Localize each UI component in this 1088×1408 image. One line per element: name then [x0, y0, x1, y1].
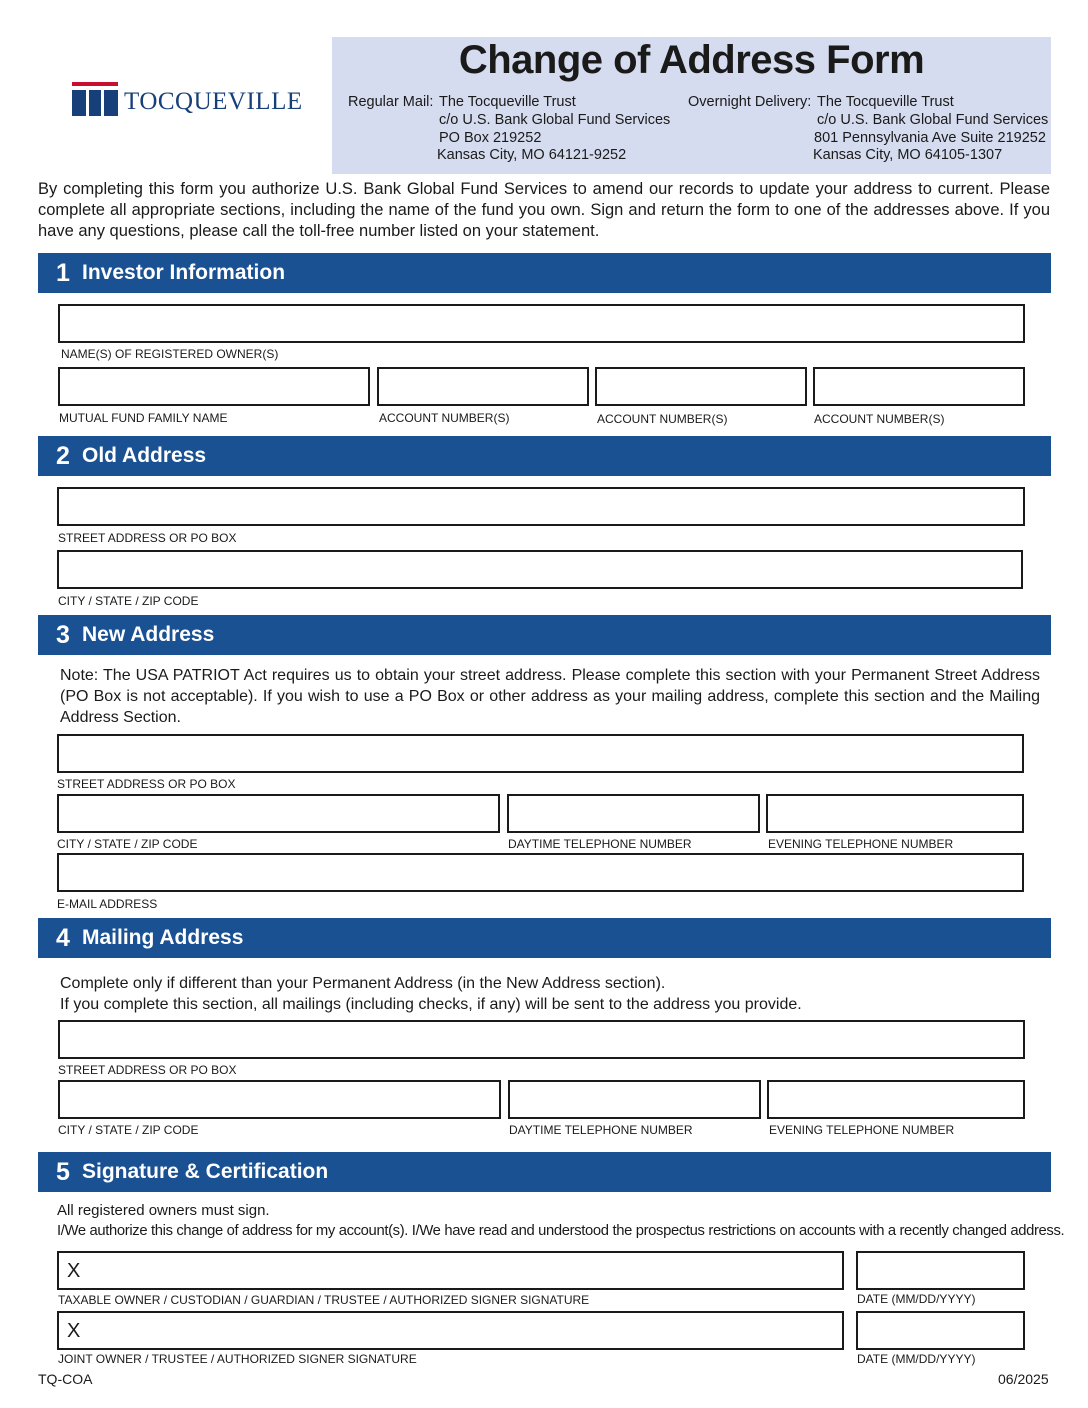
section-title: New Address — [82, 623, 215, 646]
account-number-label-3: ACCOUNT NUMBER(S) — [814, 412, 945, 426]
logo-wordmark: TOCQUEVILLE — [124, 88, 303, 115]
new-city-field[interactable] — [57, 794, 500, 833]
regular-mail-line4: Kansas City, MO 64121-9252 — [437, 147, 627, 163]
form-code: TQ-COA — [38, 1371, 93, 1387]
account-number-label-2: ACCOUNT NUMBER(S) — [597, 412, 728, 426]
old-city-field[interactable] — [57, 550, 1023, 589]
joint-date-label: DATE (MM/DD/YYYY) — [857, 1352, 976, 1366]
mailing-eve-phone-label: EVENING TELEPHONE NUMBER — [769, 1123, 955, 1137]
section-1-header — [38, 253, 1051, 293]
overnight-line1: The Tocqueville Trust — [817, 94, 954, 110]
regular-mail-line2: c/o U.S. Bank Global Fund Services — [439, 112, 671, 128]
new-day-phone-label: DAYTIME TELEPHONE NUMBER — [508, 837, 692, 851]
mailing-note-line1: Complete only if different than your Permanent Address (in the New Address section). — [60, 975, 666, 992]
section-5-header — [38, 1152, 1051, 1192]
mailing-street-label: STREET ADDRESS OR PO BOX — [58, 1063, 237, 1077]
owner-signature-field[interactable]: X — [57, 1251, 844, 1290]
mailing-day-phone-label: DAYTIME TELEPHONE NUMBER — [509, 1123, 693, 1137]
regular-mail-label: Regular Mail: — [348, 94, 434, 110]
section-title: Investor Information — [82, 261, 286, 284]
mailing-note-line2: If you complete this section, all mailings (including checks, if any) will be sent to the address you provide. — [60, 996, 802, 1013]
mailing-street-field[interactable] — [58, 1020, 1025, 1059]
account-number-label-1: ACCOUNT NUMBER(S) — [379, 411, 510, 425]
overnight-line2: c/o U.S. Bank Global Fund Services — [817, 112, 1049, 128]
regular-mail-line1: The Tocqueville Trust — [439, 94, 576, 110]
section-number: 4 — [56, 923, 70, 952]
account-number-field-2[interactable] — [595, 367, 807, 406]
email-field[interactable] — [57, 853, 1024, 892]
regular-mail-line3: PO Box 219252 — [439, 130, 542, 146]
section-4-header — [38, 918, 1051, 958]
section-title: Mailing Address — [82, 926, 244, 949]
new-city-label: CITY / STATE / ZIP CODE — [57, 837, 198, 851]
new-eve-phone-label: EVENING TELEPHONE NUMBER — [768, 837, 954, 851]
new-day-phone-field[interactable] — [507, 794, 760, 833]
new-street-field[interactable] — [57, 734, 1024, 773]
mailing-city-field[interactable] — [58, 1080, 501, 1119]
page-title: Change of Address Form — [458, 38, 925, 82]
signature-note-line2: I/We authorize this change of address for my account(s). I/We have read and understood the prospectus restrictions on accounts with a recently changed address. — [57, 1223, 1065, 1239]
registered-owners-label: NAME(S) OF REGISTERED OWNER(S) — [61, 347, 279, 361]
joint-signature-field[interactable]: X — [57, 1311, 844, 1350]
overnight-line3: 801 Pennsylvania Ave Suite 219252 — [814, 130, 1046, 146]
overnight-line4: Kansas City, MO 64105-1307 — [813, 147, 1003, 163]
section-number: 2 — [56, 441, 70, 470]
signature-note-line1: All registered owners must sign. — [57, 1202, 270, 1219]
form-revision: 06/2025 — [998, 1371, 1049, 1387]
owner-date-field[interactable] — [856, 1251, 1025, 1290]
section-title: Old Address — [82, 444, 207, 467]
old-city-label: CITY / STATE / ZIP CODE — [58, 594, 199, 608]
mailing-eve-phone-field[interactable] — [767, 1080, 1025, 1119]
owner-signature-label: TAXABLE OWNER / CUSTODIAN / GUARDIAN / TRUSTEE / AUTHORIZED SIGNER SIGNATURE — [58, 1293, 590, 1307]
fund-family-label: MUTUAL FUND FAMILY NAME — [59, 411, 228, 425]
email-label: E-MAIL ADDRESS — [57, 897, 158, 911]
new-street-label: STREET ADDRESS OR PO BOX — [57, 777, 236, 791]
intro-paragraph: By completing this form you authorize U.S. Bank Global Fund Services to amend our records to update your address to current. Please complete all appropriate sections, including the name of the fund you own. Sign and return the form to one of the addresses above. If you have any questions, please call the toll-free number listed on your statement. — [38, 180, 1050, 240]
logo-mark — [72, 82, 118, 116]
section-number: 3 — [56, 620, 70, 649]
overnight-label: Overnight Delivery: — [688, 94, 812, 110]
section-title: Signature & Certification — [82, 1160, 329, 1183]
fund-family-field[interactable] — [58, 367, 370, 406]
mailing-day-phone-field[interactable] — [508, 1080, 761, 1119]
account-number-field-1[interactable] — [377, 367, 589, 406]
section-number: 1 — [56, 258, 70, 287]
owner-date-label: DATE (MM/DD/YYYY) — [857, 1292, 976, 1306]
joint-date-field[interactable] — [856, 1311, 1025, 1350]
section-3-header — [38, 615, 1051, 655]
mailing-city-label: CITY / STATE / ZIP CODE — [58, 1123, 199, 1137]
section-2-header — [38, 436, 1051, 476]
old-street-field[interactable] — [57, 487, 1025, 526]
new-address-note: Note: The USA PATRIOT Act requires us to obtain your street address. Please complete this section with your Permanent Street Address (PO Box is not acceptable). If you wish to use a PO Box or other address as your mailing address, complete this section and the Mailing Address Section. — [60, 667, 1040, 726]
new-eve-phone-field[interactable] — [766, 794, 1024, 833]
account-number-field-3[interactable] — [813, 367, 1025, 406]
old-street-label: STREET ADDRESS OR PO BOX — [58, 531, 237, 545]
section-number: 5 — [56, 1157, 70, 1186]
registered-owners-field[interactable] — [58, 304, 1025, 343]
joint-signature-label: JOINT OWNER / TRUSTEE / AUTHORIZED SIGNER SIGNATURE — [58, 1352, 417, 1366]
